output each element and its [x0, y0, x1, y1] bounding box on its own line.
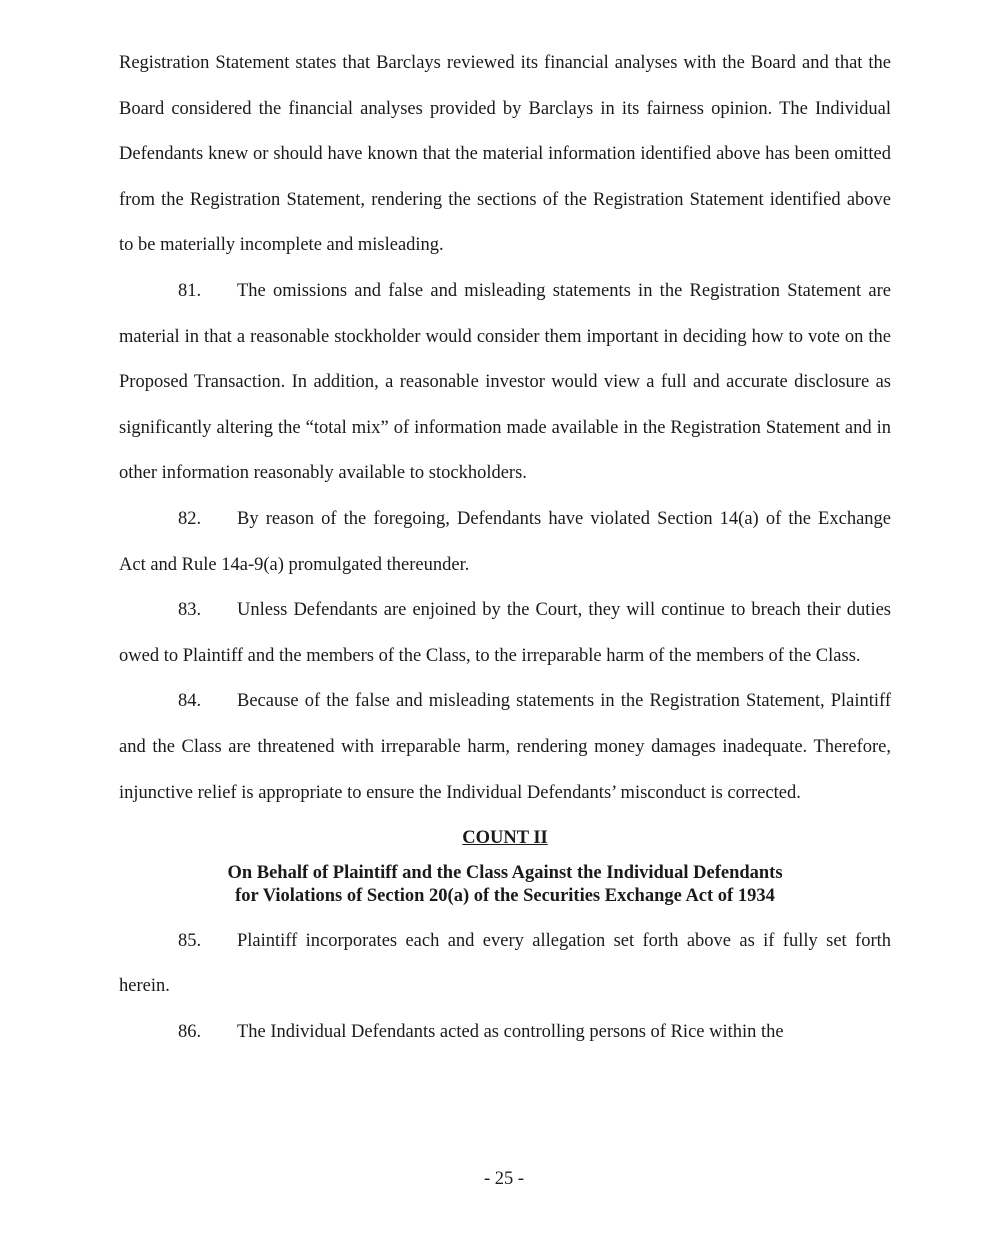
paragraph-number: 84.: [178, 691, 202, 712]
document-page: [119, 41, 891, 1055]
paragraph-82: [119, 497, 891, 588]
paragraph-number: 82.: [178, 508, 202, 529]
page-number: - 25 -: [483, 1169, 525, 1189]
paragraph-83: [119, 588, 891, 679]
count-heading: COUNT II: [462, 828, 548, 849]
count-subheading-line-1: On Behalf of Plaintiff and the Class Against the Individual Defendants: [227, 862, 783, 883]
paragraph-81: [119, 269, 891, 497]
paragraph-number: 86.: [178, 1021, 202, 1042]
count-subheading-line-2: for Violations of Section 20(a) of the Securities Exchange Act of 1934: [235, 885, 775, 906]
continuation-paragraph: Registration Statement states that Barclays reviewed its financial analyses with the Board and that the Board considered the financial analyses provided by Barclays in its fairness opinion. The Individual Defendants knew or should have known that the material information identified above has been omitted from the Registration Statement, rendering the sections of the Registration Statement identified above to be materially incomplete and misleading.: [119, 53, 891, 256]
paragraph-text: The omissions and false and misleading statements in the Registration Statement are material in that a reasonable stockholder would consider them important in deciding how to vote on the Proposed Transaction. In addition, a reasonable investor would view a full and accurate disclosure as significantly altering the “total mix” of information made available in the Registration Statement and in other information reasonably available to stockholders.: [119, 280, 891, 484]
paragraph-86: [119, 1010, 891, 1056]
paragraph-number: 81.: [178, 280, 202, 301]
paragraph-text: Plaintiff incorporates each and every allegation set forth above as if fully set forth herein.: [119, 930, 891, 997]
paragraph-text: Unless Defendants are enjoined by the Court, they will continue to breach their duties owed to Plaintiff and the members of the Class, to the irreparable harm of the members of the Class.: [119, 600, 891, 666]
paragraph-number: 83.: [178, 600, 202, 621]
count-subheading: [119, 862, 891, 908]
paragraph-85: [119, 919, 891, 1010]
paragraph-text: The Individual Defendants acted as controlling persons of Rice within the: [237, 1021, 784, 1042]
paragraph-number: 85.: [178, 930, 202, 951]
paragraph-text: Because of the false and misleading statements in the Registration Statement, Plaintiff and the Class are threatened with irreparable harm, rendering money damages inadequate. Therefore, injunctive relief is appropriate to ensure the Individual Defendants’ misconduct is corrected.: [119, 691, 891, 803]
paragraph-text: By reason of the foregoing, Defendants have violated Section 14(a) of the Exchange Act and Rule 14a-9(a) promulgated thereunder.: [119, 508, 891, 575]
paragraph-84: [119, 679, 891, 816]
